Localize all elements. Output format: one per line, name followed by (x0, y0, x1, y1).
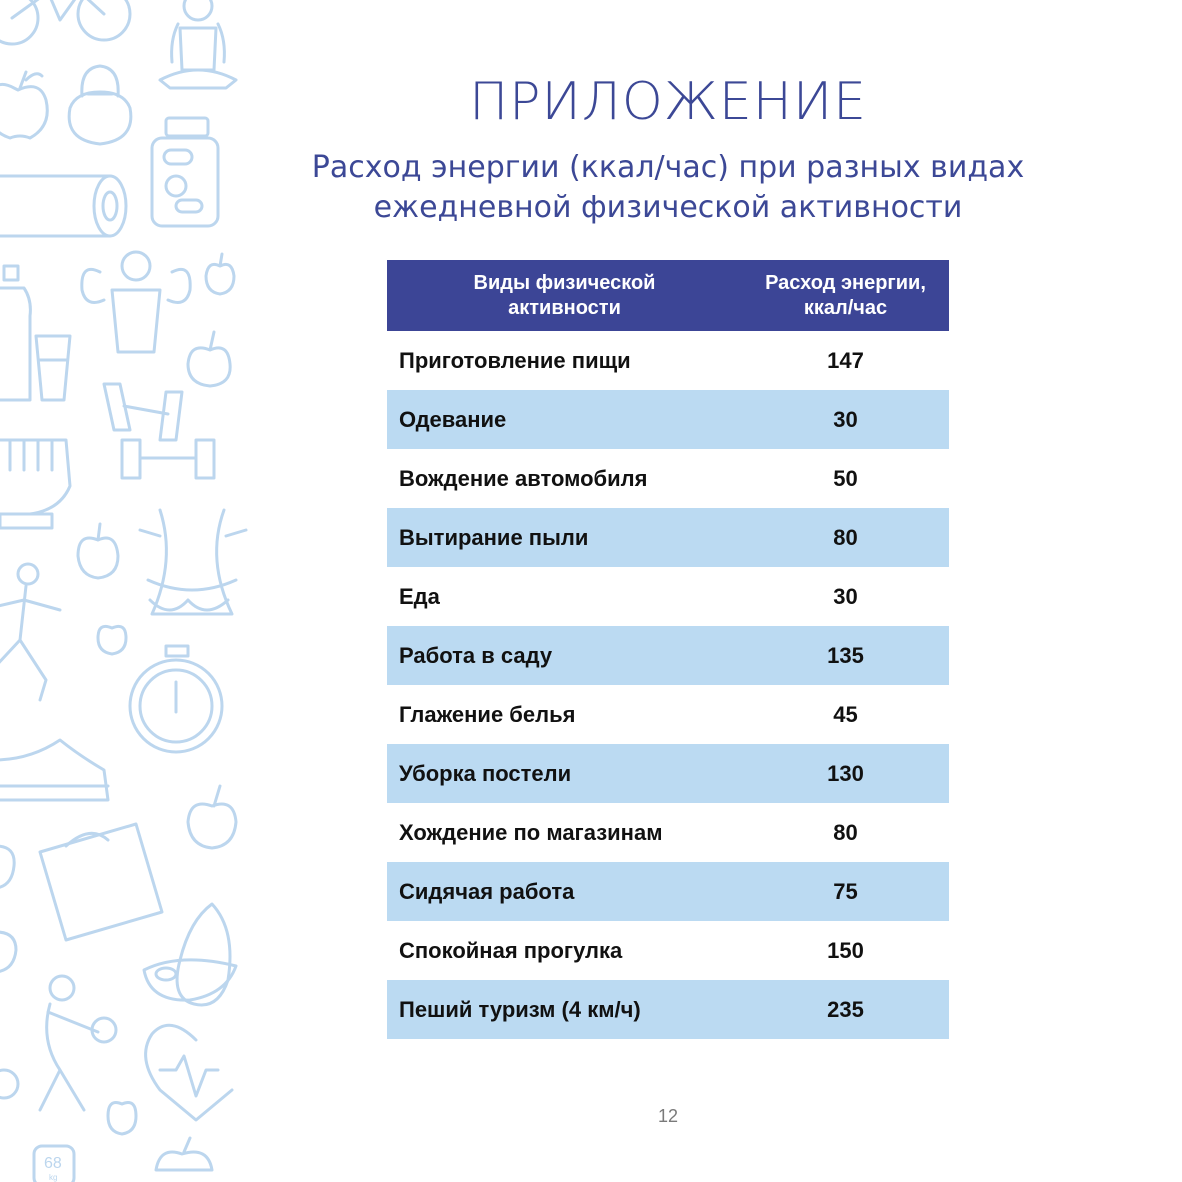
pill-jar-icon (152, 118, 218, 226)
header-line: ккал/час (803, 296, 888, 319)
apple-icon (0, 72, 47, 138)
activity-cell: Глажение белья (399, 701, 576, 727)
energy-table (387, 260, 949, 1039)
table-row (387, 567, 949, 626)
table-row (387, 744, 949, 803)
apple-icon (108, 1103, 136, 1135)
header-activity (387, 271, 742, 321)
table-row (387, 921, 949, 980)
activity-cell: Еда (399, 583, 440, 609)
apple-icon (78, 524, 118, 578)
apple-icon (156, 1138, 212, 1170)
subtitle-line: ежедневной физической активности (373, 190, 963, 225)
apple-icon (206, 254, 234, 294)
yoga-icon (160, 0, 236, 88)
kcal-cell: 50 (833, 465, 858, 491)
activity-cell: Приготовление пищи (399, 347, 631, 373)
scale-unit: kg (49, 1173, 58, 1182)
subtitle-line: Расход энергии (ккал/час) при разных видах (311, 150, 1025, 185)
activity-cell: Работа в саду (399, 642, 553, 668)
kcal-cell: 147 (827, 347, 864, 373)
activity-cell: Хождение по магазинам (399, 819, 663, 845)
bicycle-icon (0, 0, 130, 44)
glass-icon (36, 336, 70, 400)
apple-icon (98, 626, 126, 654)
activity-cell: Пеший туризм (4 км/ч) (399, 996, 641, 1022)
weightlifter-icon (0, 976, 116, 1110)
activity-cell: Уборка постели (399, 760, 572, 786)
activity-cell: Сидячая работа (399, 878, 575, 904)
kcal-cell: 30 (833, 583, 858, 609)
apple-icon (0, 846, 16, 972)
glove-icon (0, 440, 70, 528)
scale-icon (40, 824, 162, 940)
kcal-cell: 45 (833, 701, 858, 727)
kcal-cell: 80 (833, 819, 858, 845)
kcal-cell: 135 (827, 642, 864, 668)
yoga-mat-icon (0, 176, 126, 236)
activity-cell: Спокойная прогулка (399, 937, 623, 963)
bodybuilder-icon (82, 252, 190, 352)
water-bottle-icon (0, 266, 30, 400)
table-row (387, 626, 949, 685)
page-number: 12 (657, 1106, 679, 1126)
scale-readout: 68 (44, 1155, 62, 1172)
page-subtitle (290, 148, 1046, 228)
table-header (387, 260, 949, 331)
kcal-cell: 75 (833, 878, 858, 904)
smartwatch-icon (34, 1146, 74, 1182)
table-row (387, 390, 949, 449)
kcal-cell: 235 (827, 996, 864, 1022)
page-title: ПРИЛОЖЕНИЕ (469, 72, 867, 132)
kettlebell-icon (69, 66, 131, 144)
decorative-icon-column (0, 0, 250, 1182)
header-line: Расход энергии, (765, 271, 926, 294)
activity-cell: Вытирание пыли (399, 524, 589, 550)
runner-icon (0, 564, 60, 700)
header-line: активности (508, 296, 621, 319)
table-row (387, 862, 949, 921)
waist-icon (140, 510, 246, 614)
sneaker-icon (0, 740, 108, 800)
kcal-cell: 80 (833, 524, 858, 550)
avocado-icon (144, 904, 236, 1005)
kcal-cell: 30 (833, 406, 858, 432)
stopwatch-icon (130, 646, 222, 752)
table-row (387, 980, 949, 1039)
apple-icon (188, 786, 236, 848)
table-row (387, 508, 949, 567)
header-energy (742, 271, 949, 321)
table-row (387, 803, 949, 862)
header-line: Виды физической (473, 271, 656, 294)
apple-icon (188, 332, 230, 386)
table-row (387, 449, 949, 508)
kcal-cell: 130 (827, 760, 864, 786)
kcal-cell: 150 (827, 937, 864, 963)
activity-cell: Одевание (399, 406, 507, 432)
heartbeat-icon (146, 1025, 232, 1120)
table-row (387, 331, 949, 390)
dumbbell-icon (104, 384, 214, 478)
activity-cell: Вождение автомобиля (399, 465, 648, 491)
table-row (387, 685, 949, 744)
